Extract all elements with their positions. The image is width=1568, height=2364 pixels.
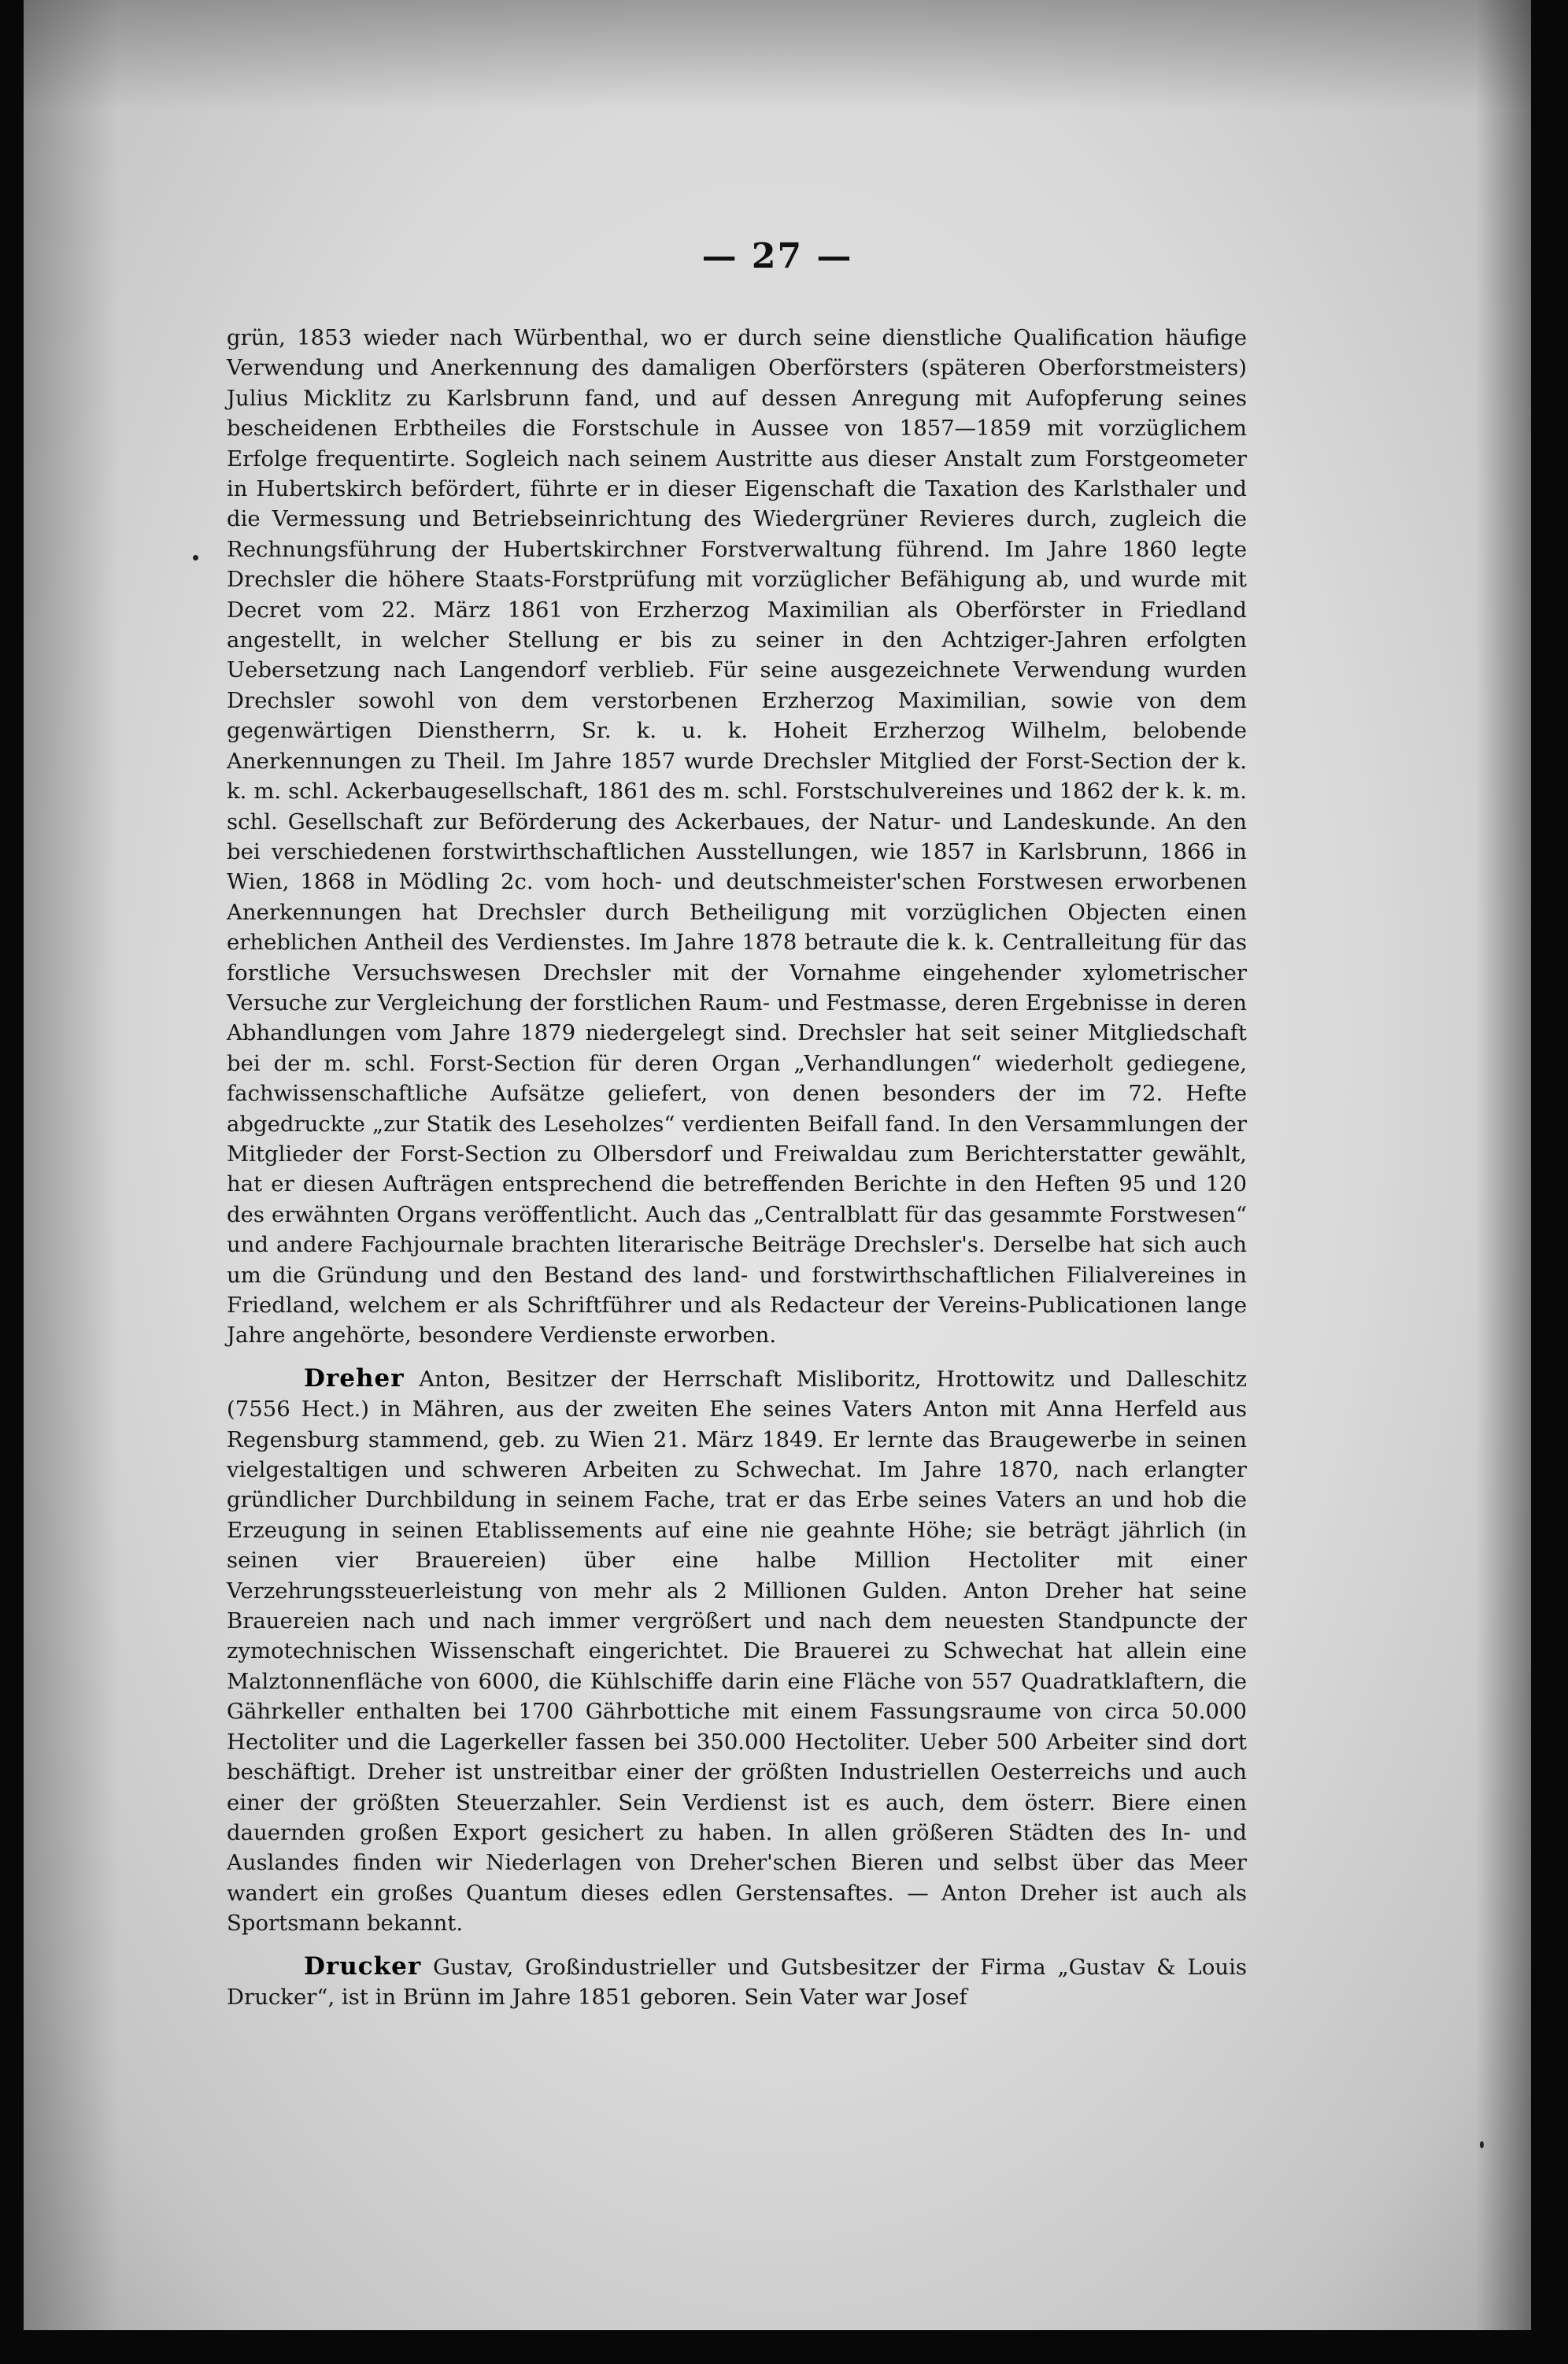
entry-text: Gustav, Großindustrieller und Gutsbesitzer der Firma „Gustav & Louis Drucker“, ist in Brünn im Jahre 1851 geboren. Sein Vater war Josef [227,1954,1247,2010]
document-page [24,0,1531,2330]
entry-text: Anton, Besitzer der Herrschaft Misliboritz, Hrottowitz und Dalleschitz (7556 Hect.) in Mähren, aus der zweiten Ehe seines Vaters Anton mit Anna Herfeld aus Regensburg stammend, geb. zu Wien 21. März 1849. Er lernte das Braugewerbe in seinen vielgestaltigen und schweren Arbeiten zu Schwechat. Im Jahre 1870, nach erlangter gründlicher Durchbildung in seinem Fache, trat er das Erbe seines Vaters an und hob die Erzeugung in seinen Etablissements auf eine nie geahnte Höhe; sie beträgt jährlich (in seinen vier Brauereien) über eine halbe Million Hectoliter mit einer Verzehrungssteuerleistung von mehr als 2 Millionen Gulden. Anton Dreher hat seine Brauereien nach und nach immer vergrößert und nach dem neuesten Standpuncte der zymotechnischen Wissenschaft eingerichtet. Die Brauerei zu Schwechat hat allein eine Malztonnenfläche von 6000, die Kühlschiffe darin eine Fläche von 557 Quadratklaftern, die Gährkeller enthalten bei 1700 Gährbottiche mit einem Fassungsraume von circa 50.000 Hectoliter und die Lagerkeller fassen bei 350.000 Hectoliter. Ueber 500 Arbeiter sind dort beschäftigt. Dreher ist unstreitbar einer der größten Industriellen Oesterreichs und auch einer der größten Steuerzahler. Sein Verdienst ist es auch, dem österr. Biere einen dauernden großen Export gesichert zu haben. In allen größeren Städten des In- und Auslandes finden wir Niederlagen von Dreher'schen Bieren und selbst über das Meer wandert ein großes Quantum dieses edlen Gerstensaftes. — Anton Dreher ist auch als Sportsmann bekannt. [227,1366,1247,1937]
page-edge-shadow [1476,0,1531,2330]
paragraph-text: grün, 1853 wieder nach Würbenthal, wo er durch seine dienstliche Qualification häufige Verwendung und Anerkennung des damaligen Oberförsters (späteren Oberforstmeisters) Julius Micklitz zu Karlsbrunn fand, und auf dessen Anregung mit Aufopferung seines bescheidenen Erbtheiles die Forstschule in Aussee von 1857—1859 mit vorzüglichem Erfolge frequentirte. Sogleich nach seinem Austritte aus dieser Anstalt zum Forstgeometer in Hubertskirch befördert, führte er in dieser Eigenschaft die Taxation des Karlsthaler und die Vermessung und Betriebseinrichtung des Wiedergrüner Revieres durch, zugleich die Rechnungsführung der Hubertskirchner Forstverwaltung führend. Im Jahre 1860 legte Drechsler die höhere Staats-Forstprüfung mit vorzüglicher Befähigung ab, und wurde mit Decret vom 22. März 1861 von Erzherzog Maximilian als Oberförster in Friedland angestellt, in welcher Stellung er bis zu seiner in den Achtziger-Jahren erfolgten Uebersetzung nach Langendorf verblieb. Für seine ausgezeichnete Verwendung wurden Drechsler sowohl von dem verstorbenen Erzherzog Maximilian, sowie von dem gegenwärtigen Dienstherrn, Sr. k. u. k. Hoheit Erzherzog Wilhelm, belobende Anerkennungen zu Theil. Im Jahre 1857 wurde Drechsler Mitglied der Forst-Section der k. k. m. schl. Ackerbaugesellschaft, 1861 des m. schl. Forstschulvereines und 1862 der k. k. m. schl. Gesellschaft zur Beförderung des Ackerbaues, der Natur- und Landeskunde. An den bei verschiedenen forstwirthschaftlichen Ausstellungen, wie 1857 in Karlsbrunn, 1866 in Wien, 1868 in Mödling 2c. vom hoch- und deutschmeister'schen Forstwesen erworbenen Anerkennungen hat Drechsler durch Betheiligung mit vorzüglichen Objecten einen erheblichen Antheil des Verdienstes. Im Jahre 1878 betraute die k. k. Centralleitung für das forstliche Versuchswesen Drechsler mit der Vornahme eingehender xylometrischer Versuche zur Vergleichung der forstlichen Raum- und Festmasse, deren Ergebnisse in deren Abhandlungen vom Jahre 1879 niedergelegt sind. Drechsler hat seit seiner Mitgliedschaft bei der m. schl. Forst-Section für deren Organ „Verhandlungen“ wiederholt gediegene, fachwissenschaftliche Aufsätze geliefert, von denen besonders der im 72. Hefte abgedruckte „zur Statik des Leseholzes“ verdienten Beifall fand. In den Versammlungen der Mitglieder der Forst-Section zu Olbersdorf und Freiwaldau zum Berichterstatter gewählt, hat er diesen Aufträgen entsprechend die betreffenden Berichte in den Heften 95 und 120 des erwähnten Organs veröffentlicht. Auch das „Centralblatt für das gesammte Forstwesen“ und andere Fachjournale brachten literarische Beiträge Drechsler's. Derselbe hat sich auch um die Gründung und den Bestand des land- und forstwirthschaftlichen Filialvereines in Friedland, welchem er als Schriftführer und als Redacteur der Vereins-Publicationen lange Jahre angehörte, besondere Verdienste erworben. [227,325,1247,1348]
scan-speck [193,555,198,560]
entry-name: Drucker [304,1952,422,1981]
entry-drucker [227,1952,1247,2013]
paragraph-continuation [227,323,1247,1351]
entry-dreher [227,1363,1247,1939]
page-number: — 27 — [701,236,853,276]
body-text [227,323,1247,2012]
scan-speck [1480,2141,1484,2148]
entry-name: Dreher [304,1363,405,1393]
